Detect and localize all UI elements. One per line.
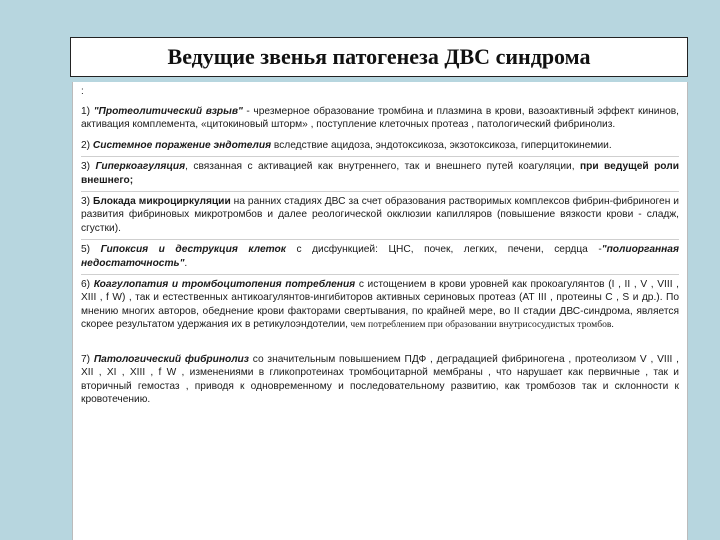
item-tail: чем потреблением при образовании внутрисосудистых тромбов.: [348, 319, 614, 331]
item-end: .: [184, 257, 188, 269]
list-item-3: [81, 156, 679, 191]
item-number: 1): [81, 106, 94, 117]
item-text: на ранних стадиях ДВС за счет образования растворимых комплексов фибрин-фибриноген и развития фибриновых микротромбов и далее реологической окклюзии капилляров (повышение вязкости крови - сладж, сгустки).: [81, 196, 679, 234]
item-number: 3): [81, 161, 96, 173]
item-text: - чрезмерное образование тромбина и плазмина в крови, вазоактивный эффект кининов, активация комплемента, «цитокиновый шторм» , поступление клеточных протеаз , патологический фибринолиз.: [81, 106, 680, 131]
item-number: 6): [81, 279, 94, 291]
list-item-2: [81, 136, 679, 156]
item-text: со значительным повышением ПДФ , деградацией фибриногена , протеолизом V , VIII , XII , XI , XIII , f W , изменениями в гликопротеинах тромбоцитарной мембраны , что нарушает как первичные , так и вторичный гемостаз , приводя к одновременному и последовательному развитию, как тромбозов так и склонности к кровотечению.: [81, 353, 679, 405]
item-text: с истощением в крови уровней как прокоагулянтов (I , II , V , VIII , XIII , f W) , так и естественных антикоагулянтов-ингибиторов активных сериновых протеаз (АТ III , протеины С , S и др.). По мнению многих авторов, обеднение крови факторами свертывания, по крайней мере, во II стадии ДВС-синдрома, является скорее результатом удержания их в ретикулоэндотелии,: [81, 279, 679, 331]
item-text: вследствие ацидоза, эндотоксикоза, экзотоксикоза, гиперцитокинемии.: [271, 139, 612, 151]
item-heading: Блокада микроциркуляции: [93, 196, 231, 208]
item-text: с дисфункцией: ЦНС, почек, легких, печени, сердца -: [285, 244, 602, 256]
list-item-1: [81, 102, 679, 136]
content-panel: [72, 82, 688, 540]
item-heading: Системное поражение эндотелия: [92, 139, 272, 151]
separator-colon: :: [81, 86, 84, 97]
item-text: , связанная с активацией как внутреннего, так и внешнего путей коагуляции,: [185, 161, 580, 173]
title-box: [70, 37, 688, 77]
item-number: 7): [81, 353, 94, 365]
list-item-5: [81, 239, 679, 274]
item-heading: Патологический фибринолиз: [93, 353, 249, 365]
item-number: 5): [81, 244, 101, 256]
item-emphasis: "полиорганная недостаточность": [81, 244, 679, 269]
list-item-7: [81, 350, 679, 411]
item-heading: "Протеолитический взрыв": [93, 106, 243, 117]
list-item-6: [81, 274, 679, 336]
item-emphasis: при ведущей роли внешнего;: [81, 161, 679, 186]
list-item-4: [81, 191, 679, 239]
item-heading: Гиперкоагуляция: [95, 161, 186, 173]
item-heading: Гипоксия и деструкция клеток: [100, 244, 286, 256]
item-number: 2): [81, 139, 93, 151]
item-number: 3): [81, 196, 94, 208]
item-heading: Коагулопатия и тромбоцитопения потребления: [93, 279, 356, 291]
slide-title: Ведущие звенья патогенеза ДВС синдрома: [167, 44, 591, 69]
